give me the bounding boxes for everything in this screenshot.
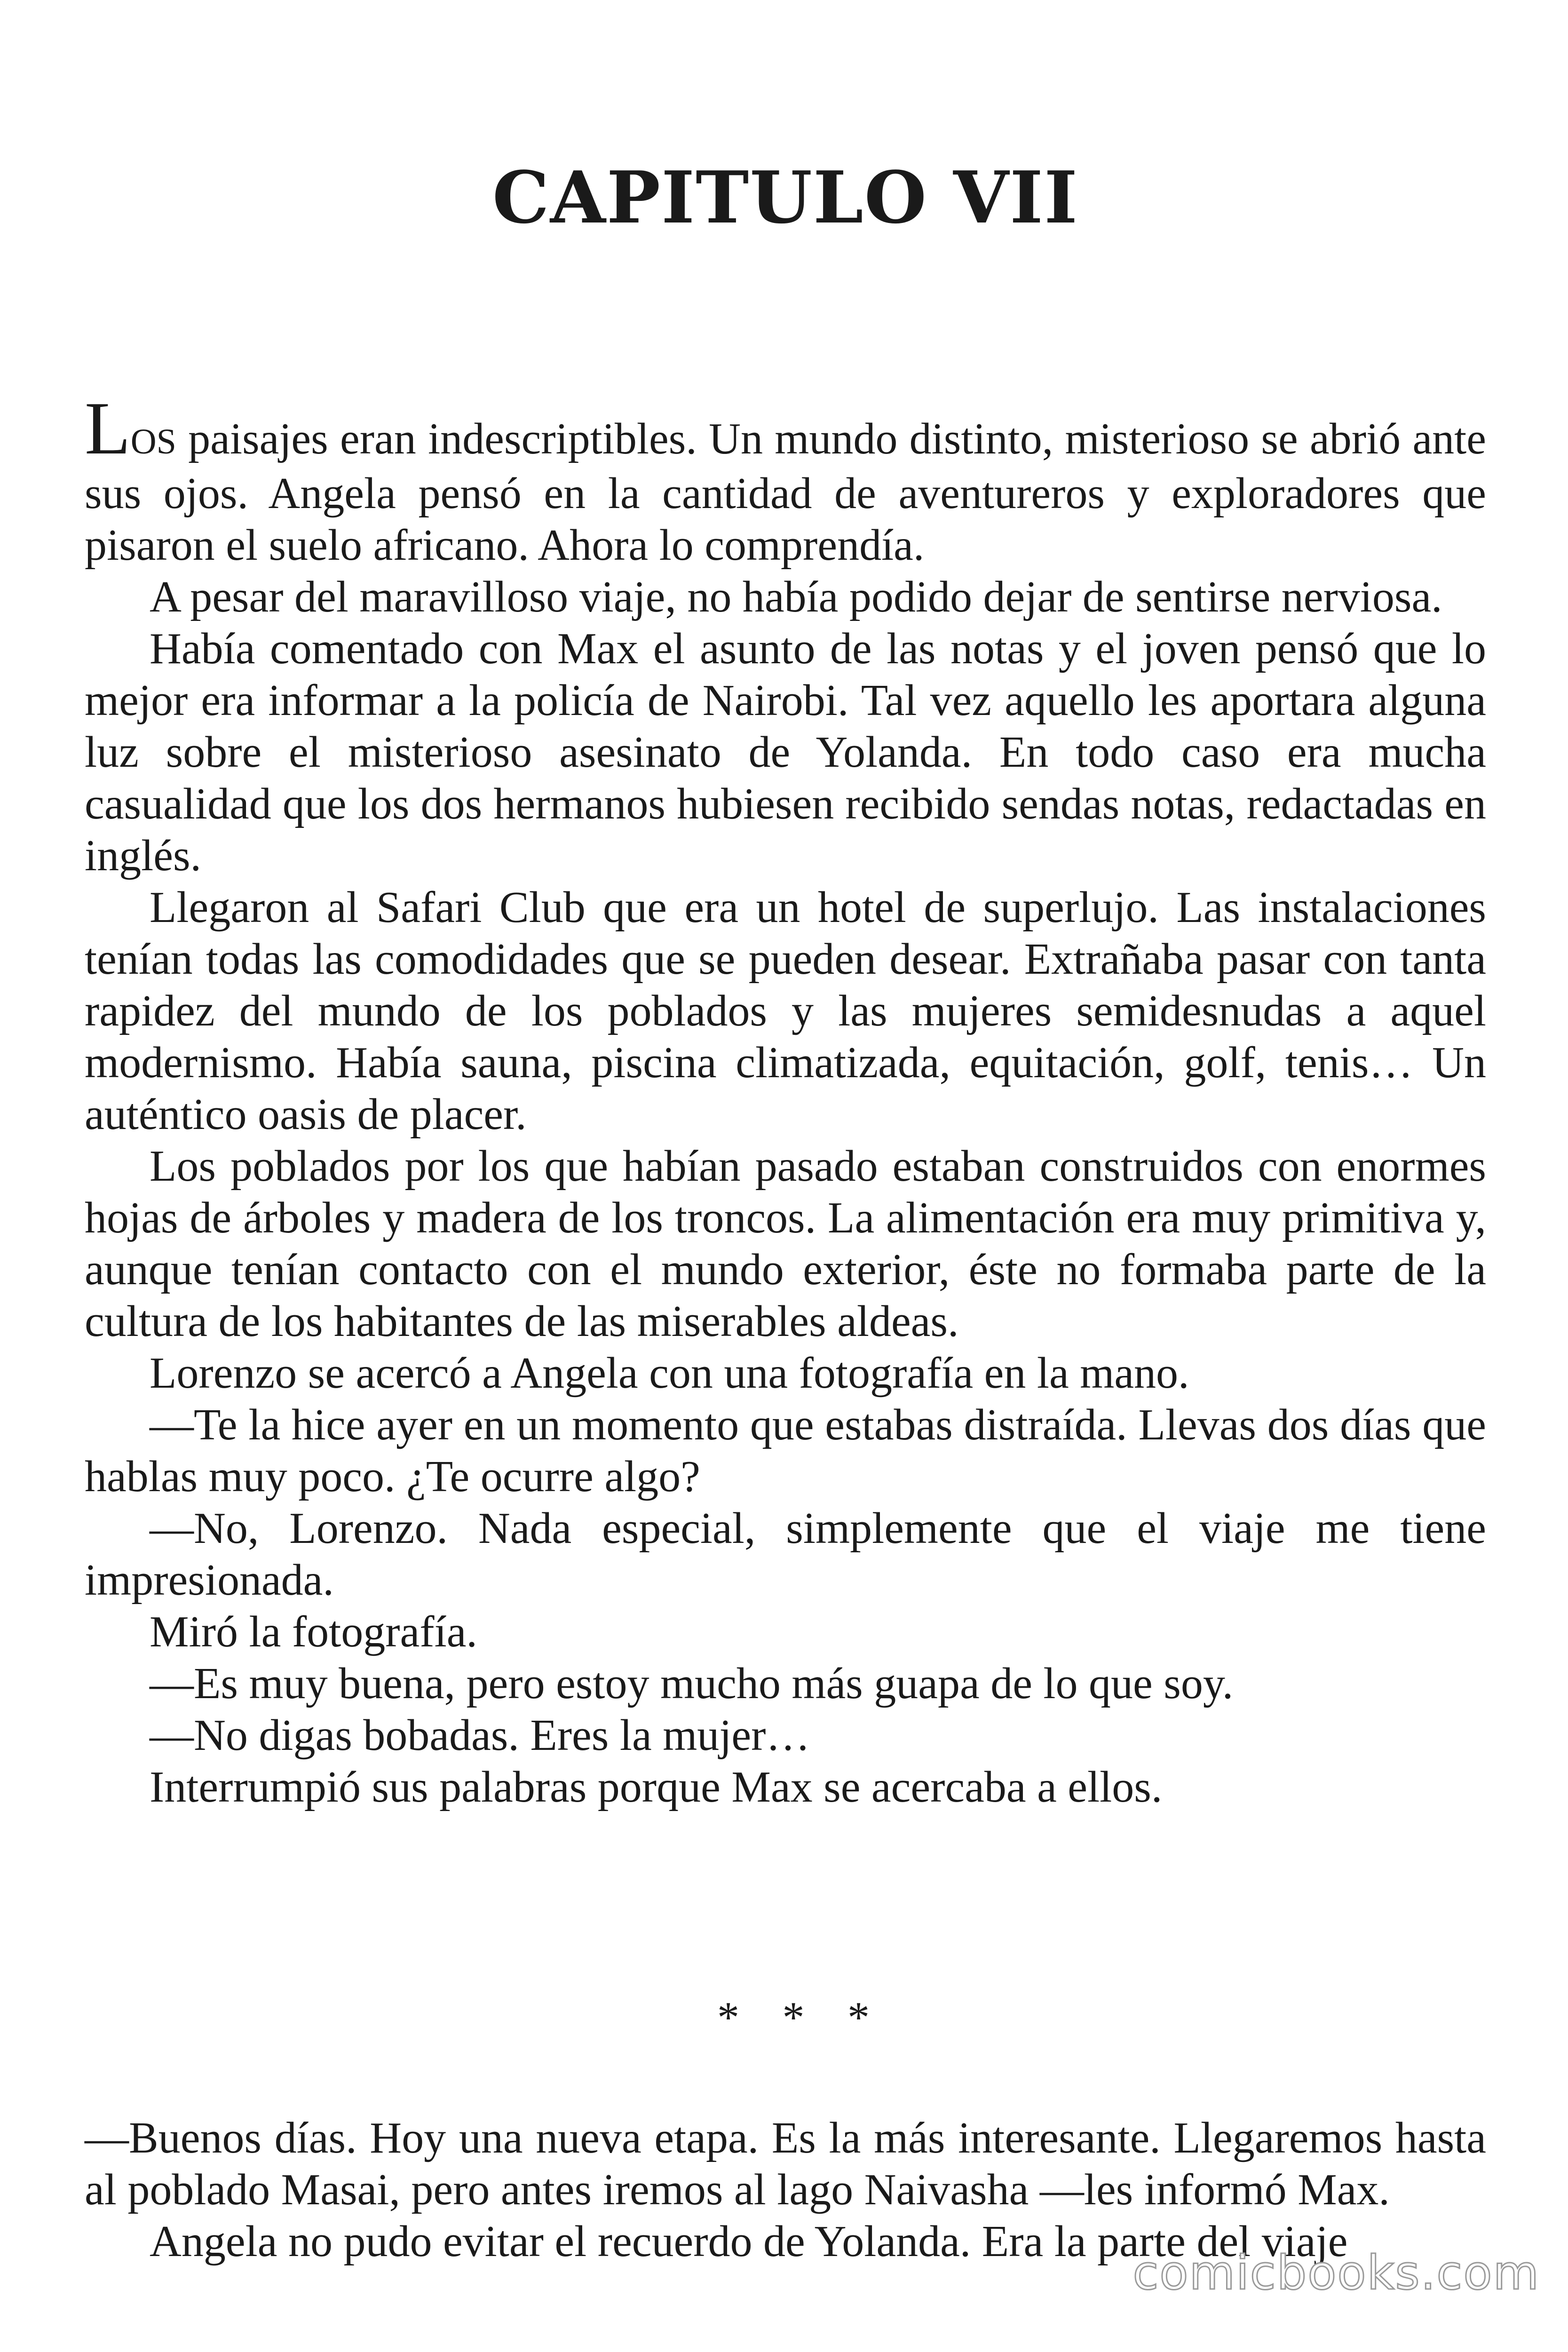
paragraph-1-text: paisajes eran indescriptibles. Un mundo distinto, misterioso se abrió ante sus ojos. Angela pensó en la cantidad de aventureros y exploradores que pisaron el suelo africano. Ahora lo comprendía.: [85, 414, 1486, 570]
watermark: comicbooks.com: [1132, 2245, 1540, 2300]
dialogue-3: —Es muy buena, pero estoy mucho más guapa de lo que soy.: [150, 1659, 1234, 1708]
book-page: [85, 0, 1486, 2352]
dialogue-2: —No, Lorenzo. Nada especial, simplemente que el viaje me tiene impresionada.: [85, 1504, 1486, 1605]
drop-cap: L: [85, 386, 131, 470]
paragraph-9: Angela no pudo evitar el recuerdo de Yolanda. Era la parte del viaje: [150, 2217, 1348, 2266]
paragraph-3: Había comentado con Max el asunto de las notas y el joven pensó que lo mejor era informar a la policía de Nairobi. Tal vez aquello les aportara alguna luz sobre el misterioso asesinato de Yolanda. En todo caso era mucha casualidad que los dos hermanos hubiesen recibido sendas notas, redactadas en inglés.: [85, 624, 1486, 880]
small-caps-opening: OS: [130, 422, 176, 461]
section-separator: * * *: [717, 1993, 886, 2042]
dialogue-4: —No digas bobadas. Eres la mujer…: [150, 1711, 810, 1760]
section-two-body: [85, 2112, 1486, 2267]
paragraph-5: Los poblados por los que habían pasado estaban construidos con enormes hojas de árboles y madera de los troncos. La alimentación era muy primitiva y, aunque tenían contacto con el mundo exterior, éste no formaba parte de la cultura de los habitantes de las miserables aldeas.: [85, 1142, 1486, 1346]
dialogue-1: —Te la hice ayer en un momento que estabas distraída. Llevas dos días que hablas muy poco. ¿Te ocurre algo?: [85, 1400, 1486, 1501]
chapter-title: CAPITULO VII: [492, 155, 1079, 239]
chapter-body: [85, 386, 1486, 1813]
paragraph-7: Miró la fotografía.: [150, 1607, 477, 1656]
paragraph-1: [85, 386, 1486, 571]
paragraph-4: Llegaron al Safari Club que era un hotel de superlujo. Las instalaciones tenían todas las comodidades que se pueden desear. Extrañaba pasar con tanta rapidez del mundo de los poblados y las mujeres semidesnudas a aquel modernismo. Había sauna, piscina climatizada, equitación, golf, tenis… Un auténtico oasis de placer.: [85, 883, 1486, 1139]
paragraph-8: Interrumpió sus palabras porque Max se acercaba a ellos.: [150, 1763, 1163, 1812]
paragraph-2: A pesar del maravilloso viaje, no había podido dejar de sentirse nerviosa.: [150, 572, 1442, 621]
paragraph-6: Lorenzo se acercó a Angela con una fotografía en la mano.: [150, 1349, 1189, 1398]
dialogue-5: —Buenos días. Hoy una nueva etapa. Es la más interesante. Llegaremos hasta al poblado Masai, pero antes iremos al lago Naivasha —les informó Max.: [85, 2114, 1486, 2214]
